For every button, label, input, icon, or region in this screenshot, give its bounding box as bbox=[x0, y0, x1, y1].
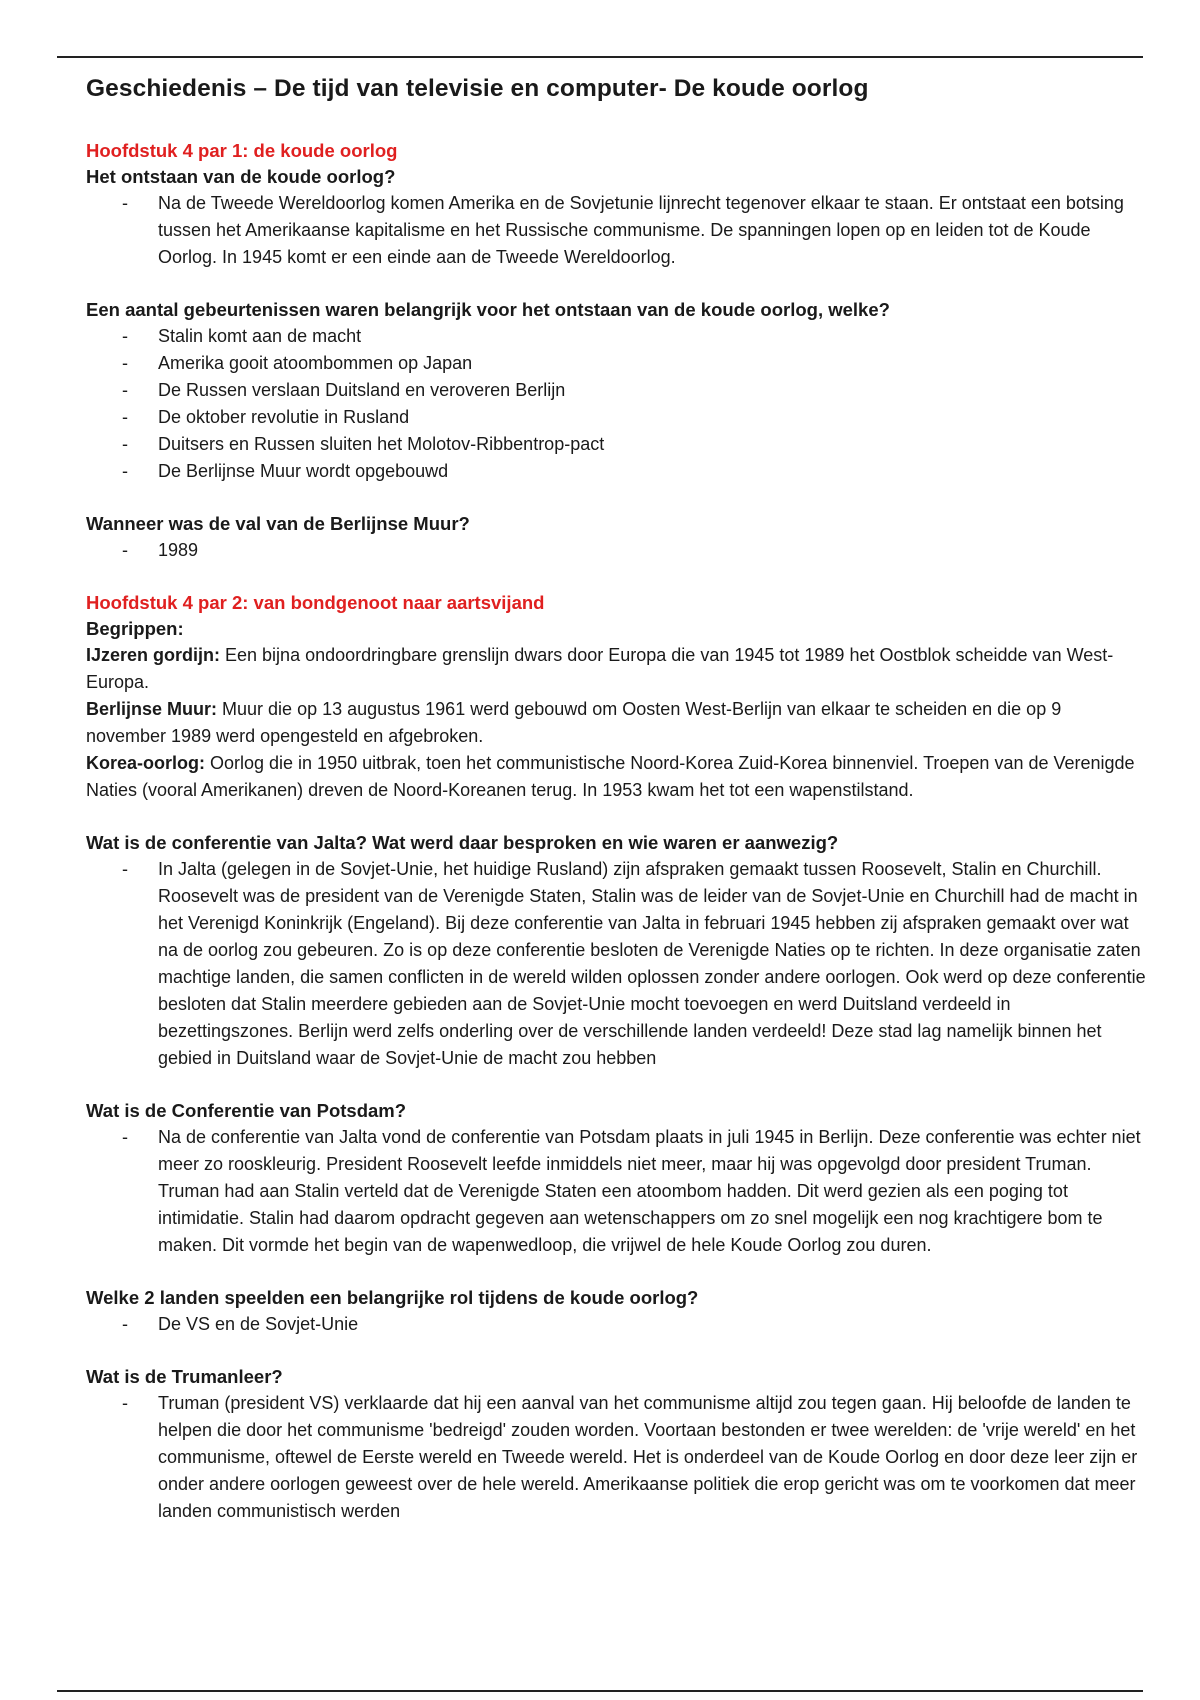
chapter-heading-2: Hoofdstuk 4 par 2: van bondgenoot naar aartsvijand bbox=[86, 592, 545, 613]
list-item: - Truman (president VS) verklaarde dat hij een aanval van het communisme altijd zou tegen gaan. Hij beloofde de landen te helpen die door het communisme 'bedreigd' zouden worden. Voortaan bestonden er twee werelden: de 'vrije wereld' en het communisme, oftewel de Eerste wereld en Tweede wereld. Het is onderdeel van de Koude Oorlog en door deze leer zijn er onder andere oorlogen geweest over de hele wereld. Amerikaanse politiek die erop gericht was om te voorkomen dat meer landen communistisch werden bbox=[86, 1390, 1146, 1525]
answer-list-countries bbox=[86, 1311, 1146, 1338]
list-item: - De oktober revolutie in Rusland bbox=[86, 404, 1146, 431]
answer-list-wall-fall bbox=[86, 537, 1146, 564]
term-definition bbox=[86, 642, 1146, 696]
list-item: - Na de Tweede Wereldoorlog komen Amerika en de Sovjetunie lijnrecht tegenover elkaar te staan. Er ontstaat een botsing tussen het Amerikaanse kapitalisme en het Russische communisme. De spanningen lopen op en leiden tot de Koude Oorlog. In 1945 komt er een einde aan de Tweede Wereldoorlog. bbox=[86, 190, 1146, 271]
top-rule bbox=[57, 56, 1143, 58]
list-item: - 1989 bbox=[86, 537, 1146, 564]
question-events: Een aantal gebeurtenissen waren belangrijk voor het ontstaan van de koude oorlog, welke? bbox=[86, 299, 890, 320]
question-potsdam: Wat is de Conferentie van Potsdam? bbox=[86, 1100, 407, 1121]
term-text: Muur die op 13 augustus 1961 werd gebouwd om Oosten West-Berlijn van elkaar te scheiden en die op 9 november 1989 werd opengesteld en afgebroken. bbox=[86, 699, 1062, 746]
list-item: - Duitsers en Russen sluiten het Molotov-Ribbentrop-pact bbox=[86, 431, 1146, 458]
term-text: Een bijna ondoordringbare grenslijn dwars door Europa die van 1945 tot 1989 het Oostblok scheidde van West-Europa. bbox=[86, 645, 1114, 692]
document-body bbox=[86, 72, 1146, 1525]
answer-list-jalta bbox=[86, 856, 1146, 1072]
document-title: Geschiedenis – De tijd van televisie en computer- De koude oorlog bbox=[86, 75, 869, 102]
term-definition bbox=[86, 696, 1146, 750]
list-item: - De VS en de Sovjet-Unie bbox=[86, 1311, 1146, 1338]
list-item: - Na de conferentie van Jalta vond de conferentie van Potsdam plaats in juli 1945 in Berlijn. Deze conferentie was echter niet meer zo rooskleurig. President Roosevelt leefde inmiddels niet meer, maar hij was opgevolgd door president Truman. Truman had aan Stalin verteld dat de Verenigde Staten een atoombom hadden. Dit werd gezien als een poging tot intimidatie. Stalin had daarom opdracht gegeven aan wetenschappers om zo snel mogelijk een nog krachtigere bom te maken. Dit vormde het begin van de wapenwedloop, die vrijwel de hele Koude Oorlog zou duren. bbox=[86, 1124, 1146, 1259]
term-label: IJzeren gordijn: bbox=[86, 645, 221, 665]
chapter-heading-1: Hoofdstuk 4 par 1: de koude oorlog bbox=[86, 140, 398, 161]
answer-list-truman bbox=[86, 1390, 1146, 1525]
list-item: - De Russen verslaan Duitsland en veroveren Berlijn bbox=[86, 377, 1146, 404]
term-label: Berlijnse Muur: bbox=[86, 699, 218, 719]
term-text: Oorlog die in 1950 uitbrak, toen het communistische Noord-Korea Zuid-Korea binnenviel. Troepen van de Verenigde Naties (vooral Amerikanen) dreven de Noord-Koreanen terug. In 1953 kwam het tot een wapenstilstand. bbox=[86, 753, 1135, 800]
question-jalta: Wat is de conferentie van Jalta? Wat werd daar besproken en wie waren er aanwezig? bbox=[86, 832, 839, 853]
question-wall-fall: Wanneer was de val van de Berlijnse Muur? bbox=[86, 513, 470, 534]
list-item: - Stalin komt aan de macht bbox=[86, 323, 1146, 350]
list-item: - De Berlijnse Muur wordt opgebouwd bbox=[86, 458, 1146, 485]
bottom-rule bbox=[57, 1690, 1143, 1692]
question-origin: Het ontstaan van de koude oorlog? bbox=[86, 166, 396, 187]
term-label: Korea-oorlog: bbox=[86, 753, 205, 773]
question-truman: Wat is de Trumanleer? bbox=[86, 1366, 283, 1387]
term-definition bbox=[86, 750, 1146, 804]
answer-list-events bbox=[86, 323, 1146, 485]
question-countries: Welke 2 landen speelden een belangrijke rol tijdens de koude oorlog? bbox=[86, 1287, 699, 1308]
answer-list-potsdam bbox=[86, 1124, 1146, 1259]
list-item: - Amerika gooit atoombommen op Japan bbox=[86, 350, 1146, 377]
terms-heading: Begrippen: bbox=[86, 618, 184, 639]
answer-list-origin bbox=[86, 190, 1146, 271]
list-item: - In Jalta (gelegen in de Sovjet-Unie, het huidige Rusland) zijn afspraken gemaakt tussen Roosevelt, Stalin en Churchill. Roosevelt was de president van de Verenigde Staten, Stalin was de leider van de Sovjet-Unie en Churchill had de macht in het Verenigd Koninkrijk (Engeland). Bij deze conferentie van Jalta in februari 1945 hebben zij afspraken gemaakt over wat na de oorlog zou gebeuren. Zo is op deze conferentie besloten de Verenigde Naties op te richten. In deze organisatie zaten machtige landen, die samen conflicten in de wereld wilden oplossen zonder andere oorlogen. Ook werd op deze conferentie besloten dat Stalin meerdere gebieden aan de Sovjet-Unie mocht toevoegen en werd Duitsland verdeeld in bezettingszones. Berlijn werd zelfs onderling over de verschillende landen verdeeld! Deze stad lag namelijk binnen het gebied in Duitsland waar de Sovjet-Unie de macht zou hebben bbox=[86, 856, 1146, 1072]
